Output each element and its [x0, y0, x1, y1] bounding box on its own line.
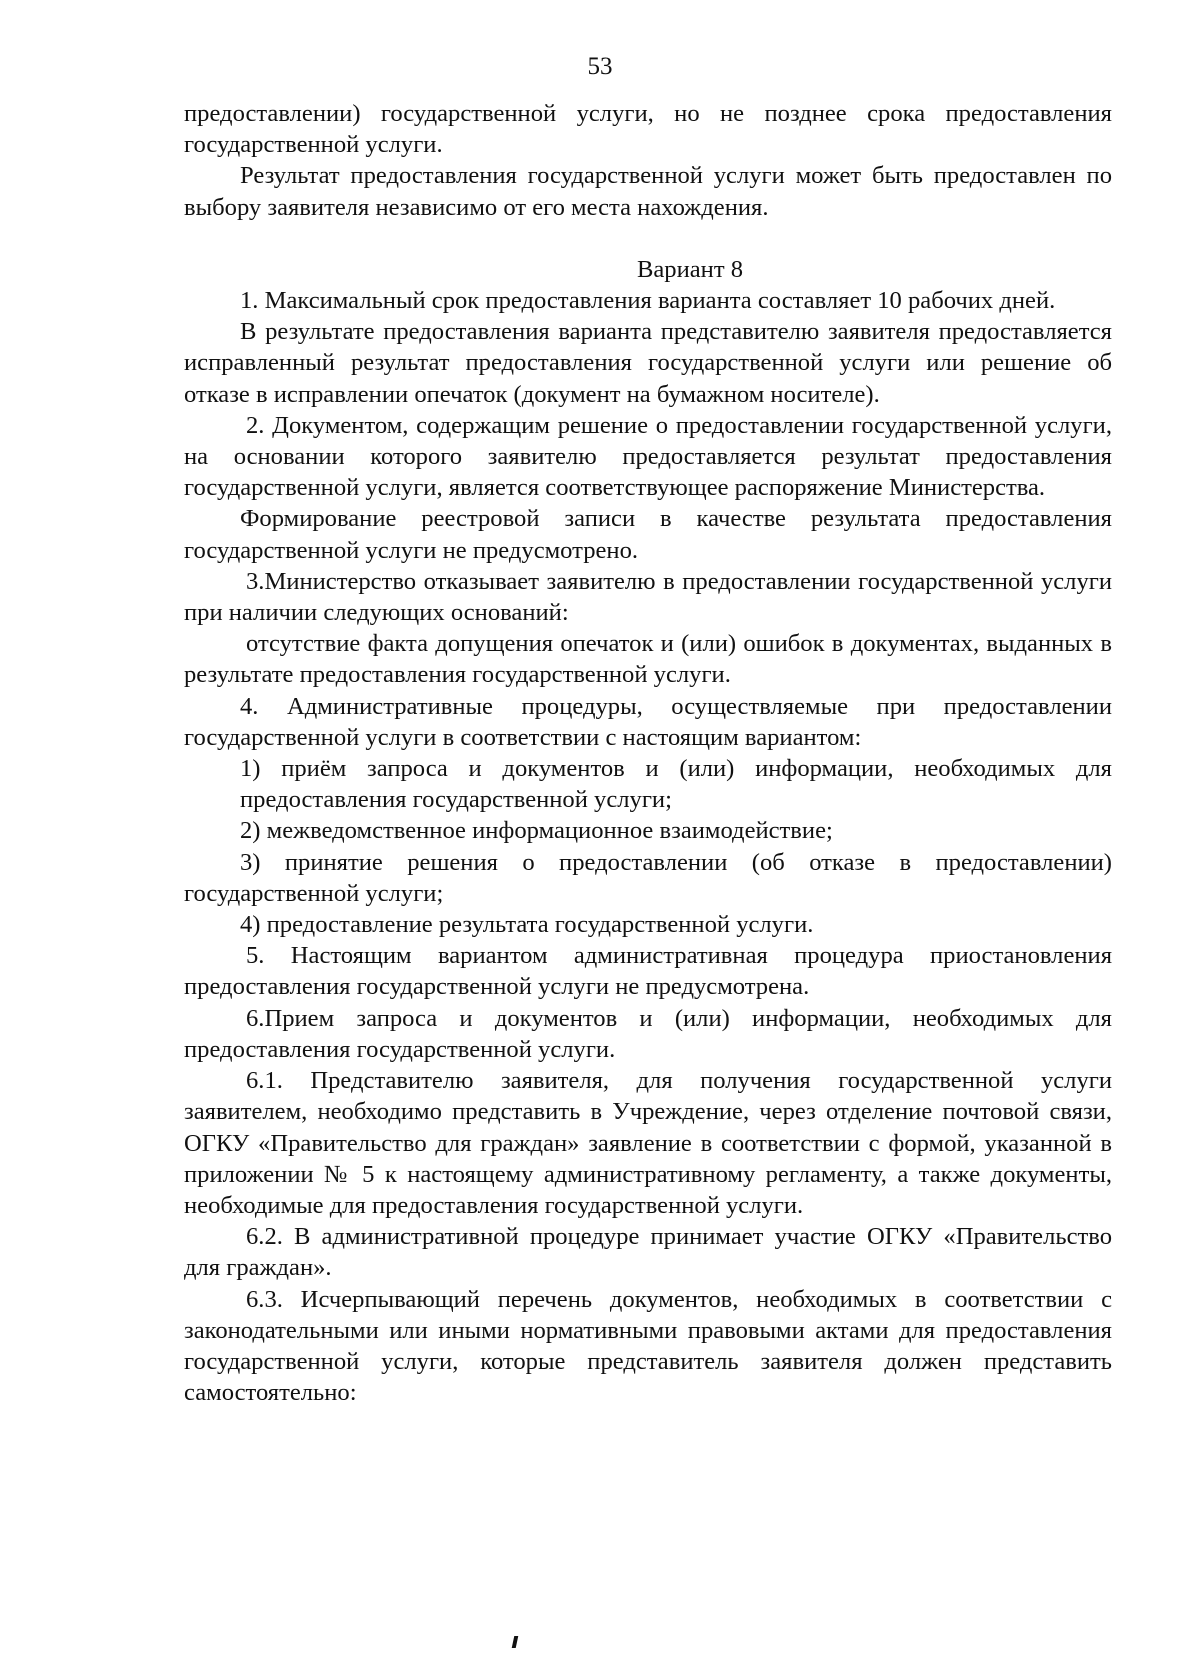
page-number: 53	[587, 53, 613, 80]
document-body	[184, 98, 1112, 1408]
paragraph-continuation: предоставлении) государственной услуги, но не позднее срока предоставления государственной услуги.	[184, 100, 1112, 159]
paragraph-registry: Формирование реестровой записи в качестве результата предоставления государственной услуги не предусмотрено.	[184, 505, 1112, 564]
section-heading: Вариант 8	[636, 255, 744, 283]
list-item-3: 3) принятие решения о предоставлении (об отказе в предоставлении) государственной услуги;	[184, 848, 1112, 907]
list-item-2: 2) межведомственное информационное взаимодействие;	[240, 817, 833, 845]
spacer	[184, 223, 1112, 254]
paragraph-3: 3.Министерство отказывает заявителю в предоставлении государственной услуги при наличии следующих оснований:	[184, 567, 1112, 627]
paragraph-result: Результат предоставления государственной услуги может быть предоставлен по выбору заявителя независимо от его места нахождения.	[184, 162, 1112, 221]
paragraph-6: 6.Прием запроса и документов и (или) информации, необходимых для предоставления государственной услуги.	[184, 1004, 1112, 1063]
paragraph-1: 1. Максимальный срок предоставления варианта составляет 10 рабочих дней.	[240, 287, 1056, 315]
paragraph-2: 2. Документом, содержащим решение о предоставлении государственной услуги, на основании которого заявителю предоставляется результат предоставления государственной услуги, является соответствующее распоряжение Министерства.	[184, 411, 1112, 502]
paragraph-result-variant: В результате предоставления варианта представителю заявителя предоставляется исправленный результат предоставления государственной услуги или решение об отказе в исправлении опечаток (документ на бумажном носителе).	[184, 318, 1112, 408]
paragraph-4: 4. Административные процедуры, осуществляемые при предоставлении государственной услуги в соответствии с настоящим вариантом:	[184, 692, 1112, 751]
paragraph-6-1: 6.1. Представителю заявителя, для получения государственной услуги заявителем, необходимо представить в Учреждение, через отделение почтовой связи, ОГКУ «Правительство для граждан» заявление в соответствии с формой, указанной в приложении № 5 к настоящему административному регламенту, а также документы, необходимые для предоставления государственной услуги.	[184, 1067, 1112, 1219]
list-item-4: 4) предоставление результата государственной услуги.	[240, 911, 814, 939]
paragraph-5: 5. Настоящим вариантом административная процедура приостановления предоставления государственной услуги не предусмотрена.	[184, 942, 1112, 1001]
paragraph-6-3: 6.3. Исчерпывающий перечень документов, необходимых в соответствии с законодательными или иными нормативными правовыми актами для предоставления государственной услуги, которые представитель заявителя должен представить самостоятельно:	[184, 1285, 1112, 1407]
list-item-1: 1) приём запроса и документов и (или) информации, необходимых для предоставления государственной услуги;	[240, 755, 1112, 814]
scan-mark	[512, 1636, 519, 1648]
paragraph-grounds: отсутствие факта допущения опечаток и (или) ошибок в документах, выданных в результате предоставления государственной услуги.	[184, 630, 1112, 689]
paragraph-6-2: 6.2. В административной процедуре принимает участие ОГКУ «Правительство для граждан».	[184, 1223, 1112, 1282]
